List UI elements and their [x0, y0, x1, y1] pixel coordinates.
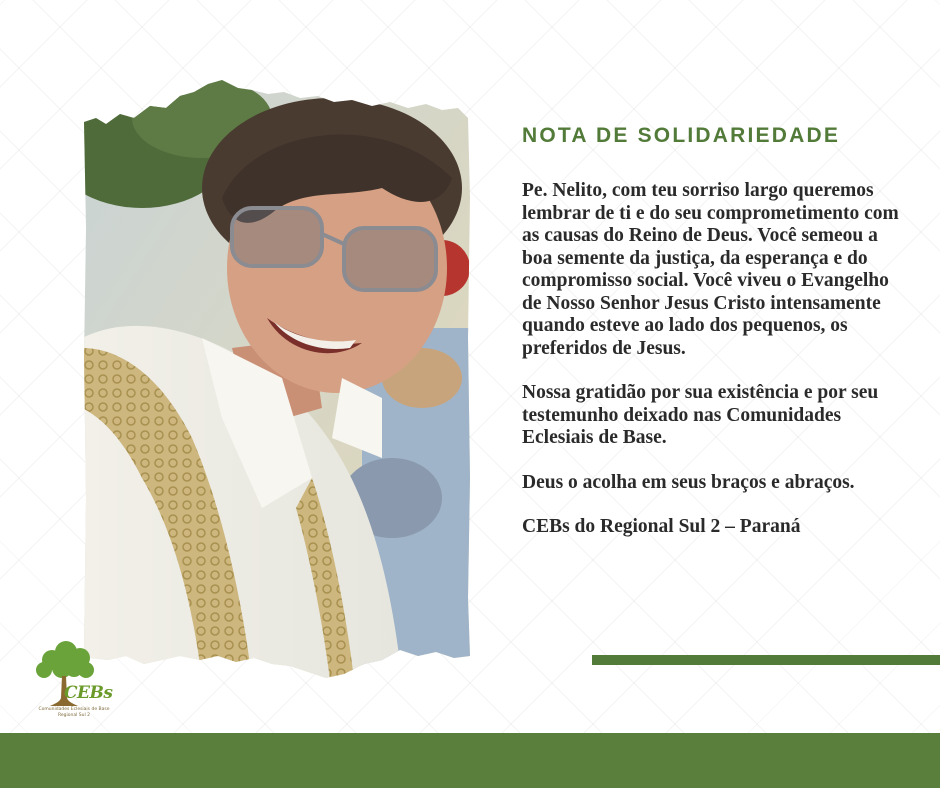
footer-band — [0, 733, 940, 788]
paragraph-gratitude: Nossa gratidão por sua existência e por seu testemunho deixado nas Comunidades Eclesiais de Base. — [522, 382, 879, 448]
accent-divider — [592, 655, 940, 665]
priest-photo — [82, 78, 472, 680]
signature: CEBs do Regional Sul 2 – Paraná — [522, 516, 801, 537]
paragraph-blessing: Deus o acolha em seus braços e abraços. — [522, 471, 855, 493]
message-body — [522, 180, 900, 561]
logo-subtitle-line2: Regional Sul 2 — [57, 712, 91, 718]
paragraph-tribute: Pe. Nelito, com teu sorriso largo queremos lembrar de ti e do seu comprometimento com as causas do Reino de Deus. Você semeou a boa semente da justiça, da esperança e do compromisso social. Você viveu o Evangelho de Nosso Senhor Jesus Cristo intensamente quando esteve ao lado dos pequenos, os preferidos de Jesus. — [522, 180, 899, 359]
logo-subtitle — [24, 707, 124, 718]
logo-wordmark: CEBs — [64, 683, 113, 703]
photo-illustration — [82, 78, 472, 680]
headline: NOTA DE SOLIDARIEDADE — [522, 124, 841, 147]
logo-subtitle-line1: Comunidades Eclesiais de Base — [38, 707, 110, 712]
